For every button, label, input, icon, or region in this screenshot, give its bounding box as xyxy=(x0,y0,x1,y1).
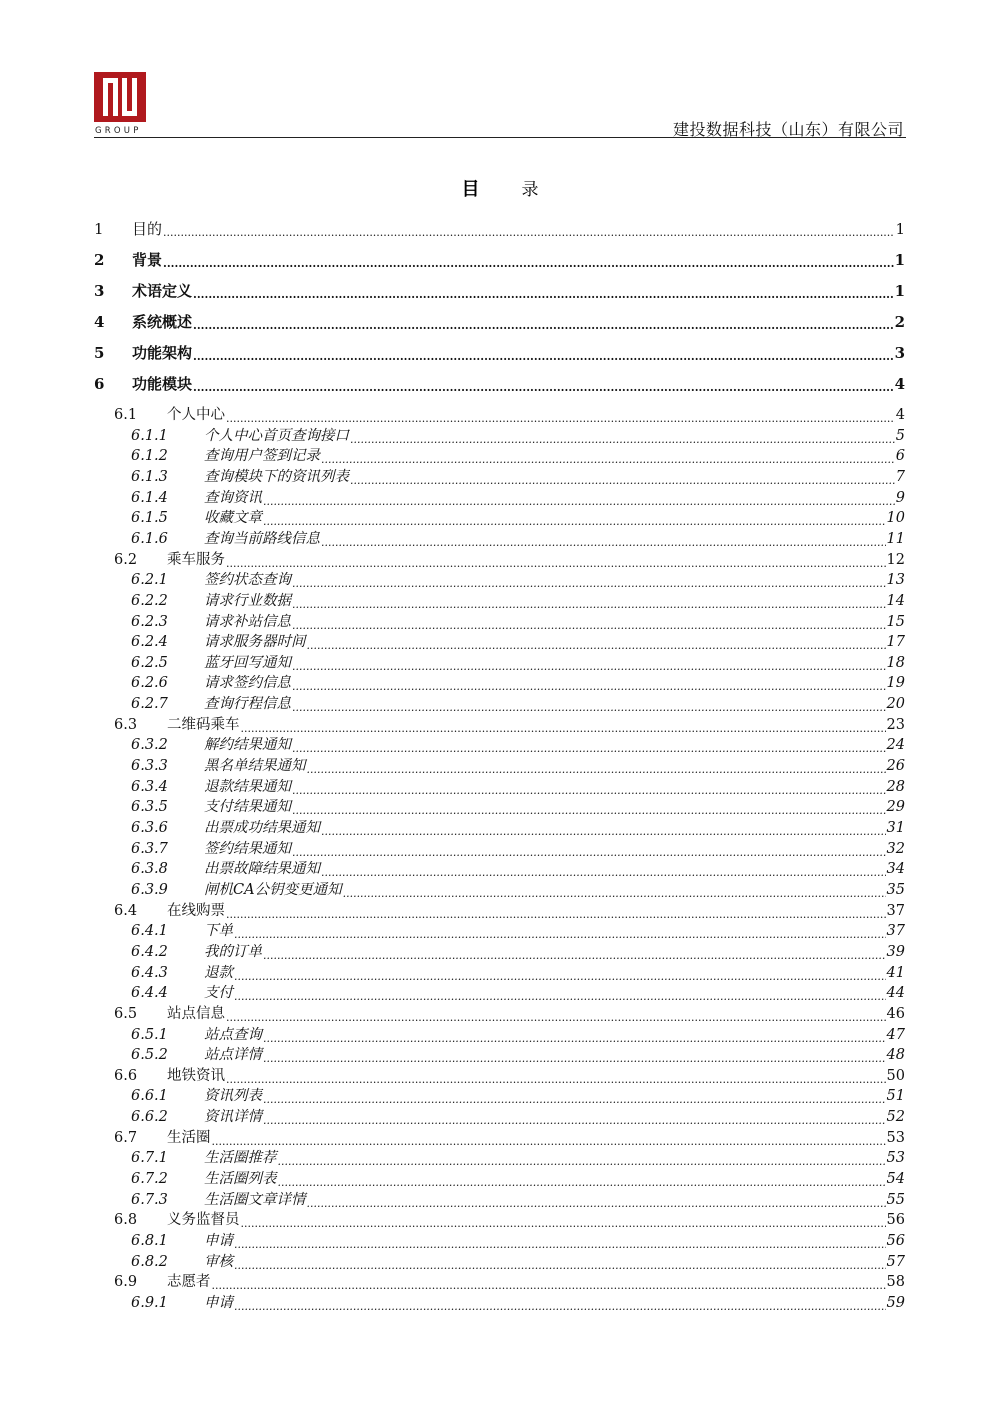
toc-entry-page: 32 xyxy=(886,840,905,857)
header-divider xyxy=(94,137,906,138)
toc-entry-title: 地铁资讯 xyxy=(167,1067,225,1084)
toc-entry-page: 10 xyxy=(886,510,905,527)
toc-entry[interactable] xyxy=(131,487,905,507)
toc-leader-dots xyxy=(163,224,894,238)
toc-entry-page: 1 xyxy=(895,220,905,238)
toc-leader-dots xyxy=(292,802,886,816)
toc-entry[interactable] xyxy=(131,652,905,672)
logo-mark-icon xyxy=(94,72,146,122)
toc-leader-dots xyxy=(226,555,886,569)
toc-entry[interactable] xyxy=(131,755,905,775)
toc-entry-title: 二维码乘车 xyxy=(167,716,240,733)
toc-entry[interactable] xyxy=(94,280,905,300)
toc-entry[interactable] xyxy=(131,611,905,631)
toc-entry-title: 个人中心首页查询接口 xyxy=(204,427,349,444)
toc-entry-title: 请求签约信息 xyxy=(204,675,291,692)
toc-entry-number: 4 xyxy=(94,313,105,331)
toc-leader-dots xyxy=(307,637,886,651)
toc-entry[interactable] xyxy=(114,1065,905,1085)
toc-entry-number: 6.1.2 xyxy=(131,448,168,465)
toc-entry-title: 资讯列表 xyxy=(204,1088,262,1105)
toc-leader-dots xyxy=(292,596,886,610)
toc-entry[interactable] xyxy=(131,1024,905,1044)
toc-entry[interactable] xyxy=(94,249,905,269)
toc-entry-page: 37 xyxy=(886,923,905,940)
toc-entry[interactable] xyxy=(131,817,905,837)
toc-entry-title: 签约状态查询 xyxy=(204,572,291,589)
toc-entry-title: 功能模块 xyxy=(132,375,193,393)
toc-leader-dots xyxy=(292,678,886,692)
toc-entry-number: 2 xyxy=(94,251,105,269)
toc-entry-number: 6.3.6 xyxy=(131,820,168,836)
toc-entry-title: 申请 xyxy=(204,1233,233,1249)
toc-entry-title: 生活圈文章详情 xyxy=(204,1191,306,1208)
toc-leader-dots xyxy=(263,513,886,527)
toc-entry-page: 15 xyxy=(886,613,905,630)
toc-leader-dots xyxy=(307,1195,886,1209)
toc-entry-title: 请求服务器时间 xyxy=(204,634,306,651)
toc-entry-number: 6.8.2 xyxy=(131,1253,168,1270)
toc-entry-number: 6 xyxy=(94,375,105,393)
toc-entry-number: 6.5 xyxy=(114,1005,138,1022)
toc-entry-number: 6.1 xyxy=(114,407,138,423)
toc-leader-dots xyxy=(193,379,894,393)
toc-leader-dots xyxy=(212,1277,886,1291)
toc-entry-number: 3 xyxy=(94,282,105,300)
toc-entry-page: 35 xyxy=(886,881,905,898)
toc-leader-dots xyxy=(263,947,886,961)
toc-leader-dots xyxy=(226,1071,886,1085)
toc-entry-page: 59 xyxy=(886,1294,905,1311)
toc-entry-title: 站点查询 xyxy=(204,1026,262,1043)
toc-entry-number: 6.1.4 xyxy=(131,489,168,506)
toc-entry-title: 背景 xyxy=(132,251,163,269)
toc-leader-dots xyxy=(292,658,886,672)
toc-entry-number: 5 xyxy=(94,344,105,362)
toc-entry[interactable] xyxy=(131,1189,905,1209)
toc-entry-number: 6.5.1 xyxy=(131,1026,168,1043)
toc-entry-number: 6.6.2 xyxy=(131,1109,168,1126)
toc-entry-number: 6.2.6 xyxy=(131,675,168,692)
toc-entry-number: 6.2.7 xyxy=(131,696,168,713)
toc-entry-page: 23 xyxy=(886,716,905,733)
toc-leader-dots xyxy=(263,1112,886,1126)
toc-entry-page: 7 xyxy=(895,468,905,485)
toc-entry-number: 6.4.2 xyxy=(131,943,168,960)
toc-entry-title: 查询资讯 xyxy=(204,489,262,506)
toc-leader-dots xyxy=(163,255,894,269)
toc-entry-number: 6.6.1 xyxy=(131,1088,168,1105)
toc-entry[interactable] xyxy=(131,1168,905,1188)
toc-entry[interactable] xyxy=(131,631,905,651)
toc-entry-number: 6.2.5 xyxy=(131,654,168,671)
toc-leader-dots xyxy=(234,1298,886,1312)
toc-entry-title: 站点信息 xyxy=(167,1005,225,1022)
toc-entry-number: 6.1.3 xyxy=(131,468,168,485)
toc-entry-number: 6.9.1 xyxy=(131,1294,168,1311)
logo-text: GROUP xyxy=(95,126,142,136)
toc-entry[interactable] xyxy=(131,569,905,589)
toc-entry-number: 6.7.2 xyxy=(131,1171,168,1188)
toc-entry-title: 目的 xyxy=(132,220,163,238)
company-logo xyxy=(94,72,150,136)
toc-entry-number: 6.2.1 xyxy=(131,572,168,589)
toc-title-char-2: 录 xyxy=(521,180,539,200)
toc-entry[interactable] xyxy=(114,404,905,424)
toc-entry-title: 请求行业数据 xyxy=(204,592,291,609)
toc-leader-dots xyxy=(321,451,895,465)
toc-leader-dots xyxy=(350,472,895,486)
toc-entry-page: 11 xyxy=(886,530,905,547)
toc-leader-dots xyxy=(193,286,894,300)
toc-leader-dots xyxy=(212,1133,886,1147)
toc-entry-page: 1 xyxy=(894,251,905,269)
toc-leader-dots xyxy=(193,348,894,362)
toc-entry-number: 6.4.1 xyxy=(131,923,168,940)
toc-entry-page: 19 xyxy=(886,675,905,692)
toc-entry-page: 39 xyxy=(886,943,905,960)
toc-entry[interactable] xyxy=(131,982,905,1002)
toc-entry-number: 6.2.3 xyxy=(131,613,168,630)
toc-entry-page: 18 xyxy=(886,654,905,671)
toc-entry-page: 3 xyxy=(894,344,905,362)
toc-entry[interactable] xyxy=(131,734,905,754)
toc-entry-title: 闸机CA公钥变更通知 xyxy=(204,881,342,898)
toc-entry-title: 签约结果通知 xyxy=(204,840,291,857)
toc-entry-page: 34 xyxy=(886,861,905,878)
toc-entry[interactable] xyxy=(131,1147,905,1167)
toc-leader-dots xyxy=(234,1236,886,1250)
toc-entry-number: 6.3.8 xyxy=(131,861,168,878)
toc-entry-page: 6 xyxy=(895,448,905,465)
toc-leader-dots xyxy=(292,575,886,589)
toc-entry[interactable] xyxy=(131,507,905,527)
toc-entry-page: 54 xyxy=(886,1171,905,1188)
toc-entry-page: 57 xyxy=(886,1253,905,1270)
toc-entry-title: 蓝牙回写通知 xyxy=(204,654,291,671)
toc-entry-page: 9 xyxy=(895,489,905,506)
toc-entry-title: 术语定义 xyxy=(132,282,193,300)
toc-leader-dots xyxy=(234,988,886,1002)
toc-entry[interactable] xyxy=(94,311,905,331)
toc-entry[interactable] xyxy=(131,528,905,548)
toc-entry-title: 系统概述 xyxy=(132,313,193,331)
toc-entry-page: 31 xyxy=(886,820,905,836)
toc-entry-title: 资讯详情 xyxy=(204,1109,262,1126)
toc-title xyxy=(0,175,1000,201)
toc-entry-number: 6.8.1 xyxy=(131,1233,168,1249)
toc-leader-dots xyxy=(350,431,895,445)
toc-entry-page: 58 xyxy=(886,1274,905,1291)
toc-entry-title: 查询模块下的资讯列表 xyxy=(204,468,349,485)
toc-entry[interactable] xyxy=(114,549,905,569)
toc-entry-number: 6.1.1 xyxy=(131,427,168,444)
toc-entry-number: 6.2.4 xyxy=(131,634,168,651)
toc-entry[interactable] xyxy=(131,466,905,486)
toc-entry[interactable] xyxy=(131,776,905,796)
toc-entry-number: 6.3.3 xyxy=(131,758,168,775)
toc-entry-number: 6.3.9 xyxy=(131,881,168,898)
toc-entry[interactable] xyxy=(114,1127,905,1147)
toc-entry[interactable] xyxy=(131,858,905,878)
toc-leader-dots xyxy=(343,885,886,899)
toc-entry-page: 55 xyxy=(886,1191,905,1208)
toc-leader-dots xyxy=(263,1030,886,1044)
toc-entry-title: 支付 xyxy=(204,985,233,1002)
toc-entry-number: 6.2 xyxy=(114,551,138,568)
toc-entry-page: 26 xyxy=(886,758,905,775)
company-name: 建投数据科技（山东）有限公司 xyxy=(672,120,904,139)
toc-entry-number: 6.3.4 xyxy=(131,778,168,795)
toc-leader-dots xyxy=(278,1153,886,1167)
toc-entry-title: 生活圈推荐 xyxy=(204,1150,277,1167)
toc-entry-page: 44 xyxy=(886,985,905,1002)
toc-entry-page: 51 xyxy=(886,1088,905,1105)
toc-entry[interactable] xyxy=(131,1230,905,1250)
toc-entry-number: 6.2.2 xyxy=(131,592,168,609)
toc-leader-dots xyxy=(292,740,886,754)
toc-entry-title: 义务监督员 xyxy=(167,1212,240,1229)
toc-entry-number: 6.5.2 xyxy=(131,1047,168,1064)
toc-entry-number: 6.7.1 xyxy=(131,1150,168,1167)
toc-entry[interactable] xyxy=(131,879,905,899)
toc-entry[interactable] xyxy=(114,1003,905,1023)
toc-entry-page: 24 xyxy=(886,737,905,754)
toc-entry[interactable] xyxy=(114,900,905,920)
toc-entry-number: 6.4.3 xyxy=(131,964,168,981)
toc-entry[interactable] xyxy=(131,693,905,713)
toc-entry[interactable] xyxy=(131,590,905,610)
toc-entry-page: 13 xyxy=(886,572,905,589)
toc-entry-page: 48 xyxy=(886,1047,905,1064)
toc-entry-title: 解约结果通知 xyxy=(204,737,291,754)
toc-entry-page: 1 xyxy=(894,282,905,300)
toc-entry-title: 功能架构 xyxy=(132,344,193,362)
toc-entry-page: 56 xyxy=(886,1212,905,1229)
toc-entry-title: 审核 xyxy=(204,1253,233,1270)
toc-leader-dots xyxy=(241,1215,886,1229)
toc-entry-page: 53 xyxy=(886,1150,905,1167)
toc-entry[interactable] xyxy=(114,1271,905,1291)
toc-entry-page: 17 xyxy=(886,634,905,651)
toc-entry-page: 4 xyxy=(895,407,905,423)
toc-entry[interactable] xyxy=(114,714,905,734)
toc-entry-title: 在线购票 xyxy=(167,902,225,919)
toc-entry-title: 退款结果通知 xyxy=(204,778,291,795)
toc-entry[interactable] xyxy=(131,941,905,961)
toc-leader-dots xyxy=(307,761,886,775)
toc-entry-number: 6.7.3 xyxy=(131,1191,168,1208)
toc-leader-dots xyxy=(234,926,886,940)
toc-entry[interactable] xyxy=(131,920,905,940)
toc-entry-title: 退款 xyxy=(204,964,233,981)
toc-entry-title: 申请 xyxy=(204,1294,233,1311)
toc-entry-title: 收藏文章 xyxy=(204,510,262,527)
toc-leader-dots xyxy=(263,1091,886,1105)
toc-leader-dots xyxy=(321,534,886,548)
toc-leader-dots xyxy=(234,968,886,982)
toc-entry-number: 1 xyxy=(94,220,104,238)
toc-entry[interactable] xyxy=(131,962,905,982)
toc-entry[interactable] xyxy=(131,1085,905,1105)
toc-leader-dots xyxy=(226,1009,886,1023)
toc-leader-dots xyxy=(321,823,886,837)
toc-entry-title: 志愿者 xyxy=(167,1274,211,1291)
toc-entry[interactable] xyxy=(131,1044,905,1064)
toc-entry[interactable] xyxy=(131,1106,905,1126)
toc-entry-title: 支付结果通知 xyxy=(204,799,291,816)
toc-entry-page: 2 xyxy=(894,313,905,331)
toc-entry-title: 生活圈列表 xyxy=(204,1171,277,1188)
toc-entry[interactable] xyxy=(131,425,905,445)
toc-leader-dots xyxy=(292,617,886,631)
toc-entry-page: 52 xyxy=(886,1109,905,1126)
toc-entry-number: 6.6 xyxy=(114,1067,138,1084)
toc-entry-page: 4 xyxy=(894,375,905,393)
toc-entry-number: 6.3 xyxy=(114,716,138,733)
toc-entry-title: 查询用户签到记录 xyxy=(204,448,320,465)
toc-entry-title: 站点详情 xyxy=(204,1047,262,1064)
toc-entry[interactable] xyxy=(131,838,905,858)
toc-entry-number: 6.8 xyxy=(114,1212,138,1229)
toc-leader-dots xyxy=(241,720,886,734)
toc-entry[interactable] xyxy=(131,1251,905,1271)
toc-entry-page: 29 xyxy=(886,799,905,816)
toc-entry-page: 14 xyxy=(886,592,905,609)
toc-entry-page: 47 xyxy=(886,1026,905,1043)
toc-entry[interactable] xyxy=(131,672,905,692)
toc-entry-title: 生活圈 xyxy=(167,1129,211,1146)
toc-entry-page: 41 xyxy=(886,964,905,981)
toc-entry-number: 6.3.7 xyxy=(131,840,168,857)
toc-entry[interactable] xyxy=(114,1209,905,1229)
toc-leader-dots xyxy=(226,906,886,920)
toc-entry-number: 6.3.5 xyxy=(131,799,168,816)
toc-leader-dots xyxy=(226,410,895,424)
toc-entry-title: 黑名单结果通知 xyxy=(204,758,306,775)
toc-entry-title: 下单 xyxy=(204,923,233,940)
toc-entry-page: 20 xyxy=(886,696,905,713)
toc-entry-number: 6.1.5 xyxy=(131,510,168,527)
toc-entry-page: 53 xyxy=(886,1129,905,1146)
toc-leader-dots xyxy=(321,864,886,878)
toc-entry-page: 28 xyxy=(886,778,905,795)
toc-entry-title: 我的订单 xyxy=(204,943,262,960)
toc-entry-page: 37 xyxy=(886,902,905,919)
toc-entry[interactable] xyxy=(94,373,905,393)
toc-leader-dots xyxy=(292,844,886,858)
toc-entry-number: 6.3.2 xyxy=(131,737,168,754)
toc-entry-title: 出票成功结果通知 xyxy=(204,820,320,836)
toc-entry[interactable] xyxy=(131,445,905,465)
toc-entry-number: 6.1.6 xyxy=(131,530,168,547)
toc-entry-title: 个人中心 xyxy=(167,407,225,423)
toc-leader-dots xyxy=(292,782,886,796)
toc-entry-title: 查询行程信息 xyxy=(204,696,291,713)
toc-entry-number: 6.4.4 xyxy=(131,985,168,1002)
toc-entry-page: 12 xyxy=(886,551,905,568)
toc-leader-dots xyxy=(193,317,894,331)
toc-entry-title: 乘车服务 xyxy=(167,551,225,568)
toc-entry-title: 请求补站信息 xyxy=(204,613,291,630)
toc-entry-page: 56 xyxy=(886,1233,905,1249)
toc-entry-number: 6.4 xyxy=(114,902,138,919)
toc-entry-title: 查询当前路线信息 xyxy=(204,530,320,547)
toc-entry-title: 出票故障结果通知 xyxy=(204,861,320,878)
toc-entry[interactable] xyxy=(131,1292,905,1312)
toc-entry[interactable] xyxy=(94,342,905,362)
toc-title-char-1: 目 xyxy=(461,179,480,200)
toc-entry-page: 5 xyxy=(895,427,905,444)
toc-leader-dots xyxy=(234,1257,886,1271)
toc-leader-dots xyxy=(263,493,895,507)
toc-entry-number: 6.9 xyxy=(114,1274,138,1291)
toc-entry-number: 6.7 xyxy=(114,1129,138,1146)
toc-leader-dots xyxy=(278,1174,886,1188)
toc-entry[interactable] xyxy=(131,796,905,816)
toc-leader-dots xyxy=(263,1050,886,1064)
toc-entry-page: 46 xyxy=(886,1005,905,1022)
toc-leader-dots xyxy=(292,699,886,713)
toc-entry-page: 50 xyxy=(886,1067,905,1084)
toc-entry[interactable] xyxy=(94,218,905,238)
